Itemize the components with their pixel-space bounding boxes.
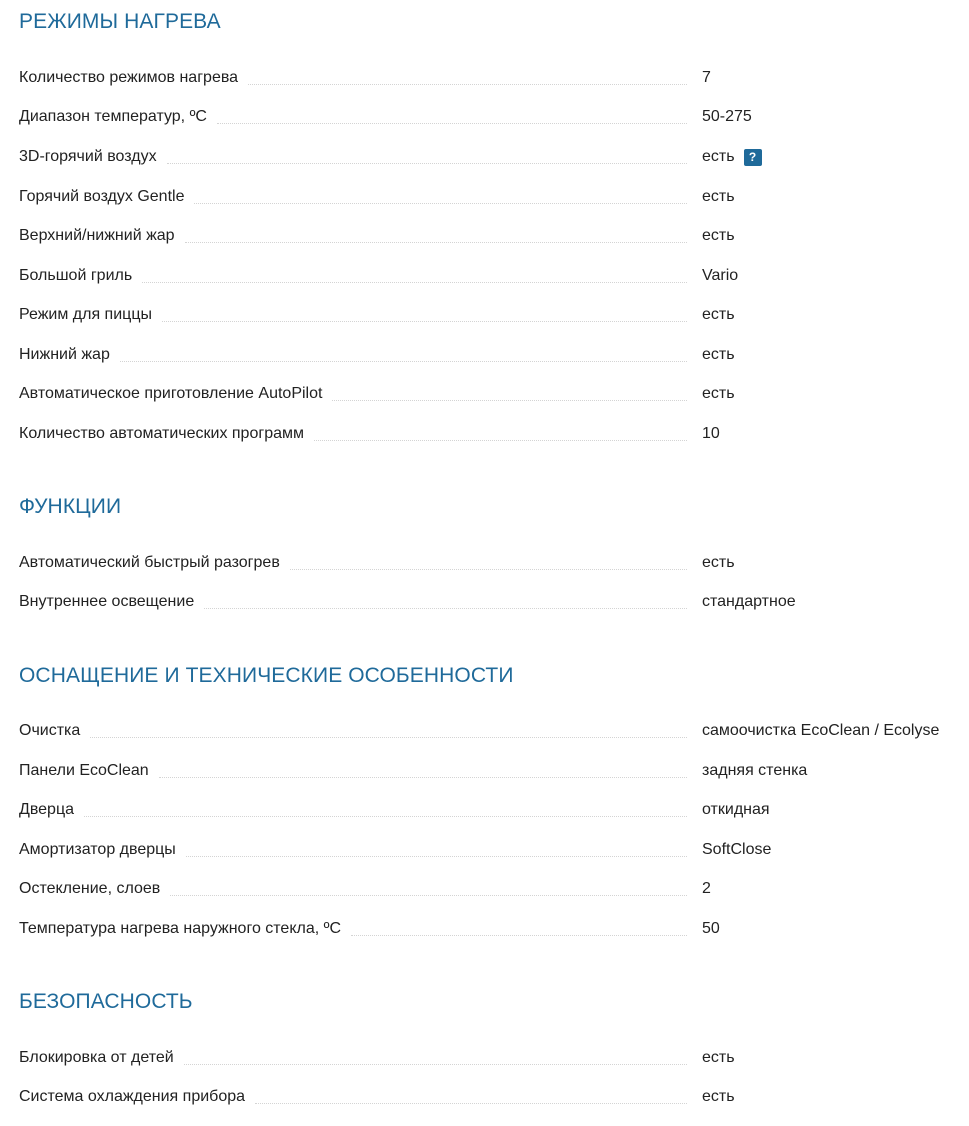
spec-value: есть bbox=[702, 385, 735, 402]
spec-name: Нижний жар bbox=[19, 345, 120, 365]
spec-name: Автоматический быстрый разогрев bbox=[19, 553, 290, 573]
spec-name: Автоматическое приготовление AutoPilot bbox=[19, 384, 332, 404]
spec-row bbox=[0, 1044, 969, 1068]
dotted-leader bbox=[120, 360, 687, 362]
dotted-leader bbox=[162, 320, 687, 322]
section-title-safety: БЕЗОПАСНОСТЬ bbox=[19, 990, 193, 1013]
spec-name: Режим для пиццы bbox=[19, 305, 162, 325]
dotted-leader bbox=[255, 1102, 687, 1104]
spec-name: Большой гриль bbox=[19, 266, 142, 286]
dotted-leader bbox=[185, 241, 687, 243]
spec-name: Количество автоматических программ bbox=[19, 424, 314, 444]
spec-value: есть bbox=[702, 554, 735, 571]
dotted-leader bbox=[194, 202, 687, 204]
section-title-equipment: ОСНАЩЕНИЕ И ТЕХНИЧЕСКИЕ ОСОБЕННОСТИ bbox=[19, 664, 514, 687]
spec-name: Горячий воздух Gentle bbox=[19, 187, 194, 207]
spec-row bbox=[0, 64, 969, 88]
spec-name: Блокировка от детей bbox=[19, 1048, 184, 1068]
spec-value: 50 bbox=[702, 920, 720, 937]
spec-row bbox=[0, 420, 969, 444]
dotted-leader bbox=[159, 776, 687, 778]
dotted-leader bbox=[204, 607, 687, 609]
dotted-leader bbox=[217, 122, 687, 124]
spec-row bbox=[0, 796, 969, 820]
spec-row bbox=[0, 549, 969, 573]
spec-row bbox=[0, 875, 969, 899]
spec-value: 10 bbox=[702, 425, 720, 442]
spec-value: задняя стенка bbox=[702, 762, 808, 779]
spec-value: есть bbox=[702, 227, 735, 244]
spec-value: есть bbox=[702, 346, 735, 363]
dotted-leader bbox=[90, 736, 687, 738]
section-title-heating-modes: РЕЖИМЫ НАГРЕВА bbox=[19, 10, 221, 33]
spec-value: SoftClose bbox=[702, 841, 772, 858]
spec-name: Верхний/нижний жар bbox=[19, 226, 185, 246]
dotted-leader bbox=[170, 894, 687, 896]
spec-name: Система охлаждения прибора bbox=[19, 1087, 255, 1107]
spec-name: Амортизатор дверцы bbox=[19, 840, 186, 860]
spec-name: Дверца bbox=[19, 800, 84, 820]
spec-name: Панели EcoClean bbox=[19, 761, 159, 781]
spec-value: 2 bbox=[702, 880, 711, 897]
spec-row bbox=[0, 915, 969, 939]
spec-row bbox=[0, 380, 969, 404]
dotted-leader bbox=[84, 815, 687, 817]
spec-name: Очистка bbox=[19, 721, 90, 741]
spec-name: Остекление, слоев bbox=[19, 879, 170, 899]
spec-value: Vario bbox=[702, 267, 739, 284]
spec-value: стандартное bbox=[702, 593, 796, 610]
dotted-leader bbox=[184, 1063, 687, 1065]
spec-row bbox=[0, 836, 969, 860]
spec-row bbox=[0, 588, 969, 612]
spec-value: откидная bbox=[702, 801, 770, 818]
dotted-leader bbox=[314, 439, 687, 441]
spec-row bbox=[0, 103, 969, 127]
spec-value: есть bbox=[702, 306, 735, 323]
spec-value: есть bbox=[702, 1049, 735, 1066]
dotted-leader bbox=[290, 568, 687, 570]
spec-row bbox=[0, 183, 969, 207]
spec-name: Температура нагрева наружного стекла, ºC bbox=[19, 919, 351, 939]
spec-value: 7 bbox=[702, 69, 711, 86]
dotted-leader bbox=[142, 281, 687, 283]
spec-value: 50-275 bbox=[702, 108, 752, 125]
spec-row bbox=[0, 717, 969, 741]
spec-row bbox=[0, 1083, 969, 1107]
help-icon[interactable]: ? bbox=[744, 149, 762, 166]
dotted-leader bbox=[351, 934, 687, 936]
spec-row bbox=[0, 301, 969, 325]
spec-value: есть bbox=[702, 1088, 735, 1105]
spec-value: самоочистка EcoClean / Ecolyse bbox=[702, 722, 940, 739]
dotted-leader bbox=[332, 399, 687, 401]
spec-row bbox=[0, 757, 969, 781]
spec-row bbox=[0, 341, 969, 365]
spec-name: Диапазон температур, ºC bbox=[19, 107, 217, 127]
dotted-leader bbox=[186, 855, 687, 857]
spec-row bbox=[0, 143, 969, 167]
spec-row bbox=[0, 222, 969, 246]
spec-name: Внутреннее освещение bbox=[19, 592, 204, 612]
spec-value: есть bbox=[702, 188, 735, 205]
spec-name: 3D-горячий воздух bbox=[19, 147, 167, 167]
spec-row bbox=[0, 262, 969, 286]
section-title-functions: ФУНКЦИИ bbox=[19, 495, 122, 518]
spec-name: Количество режимов нагрева bbox=[19, 68, 248, 88]
spec-value: есть bbox=[702, 148, 735, 165]
dotted-leader bbox=[248, 83, 687, 85]
dotted-leader bbox=[167, 162, 687, 164]
